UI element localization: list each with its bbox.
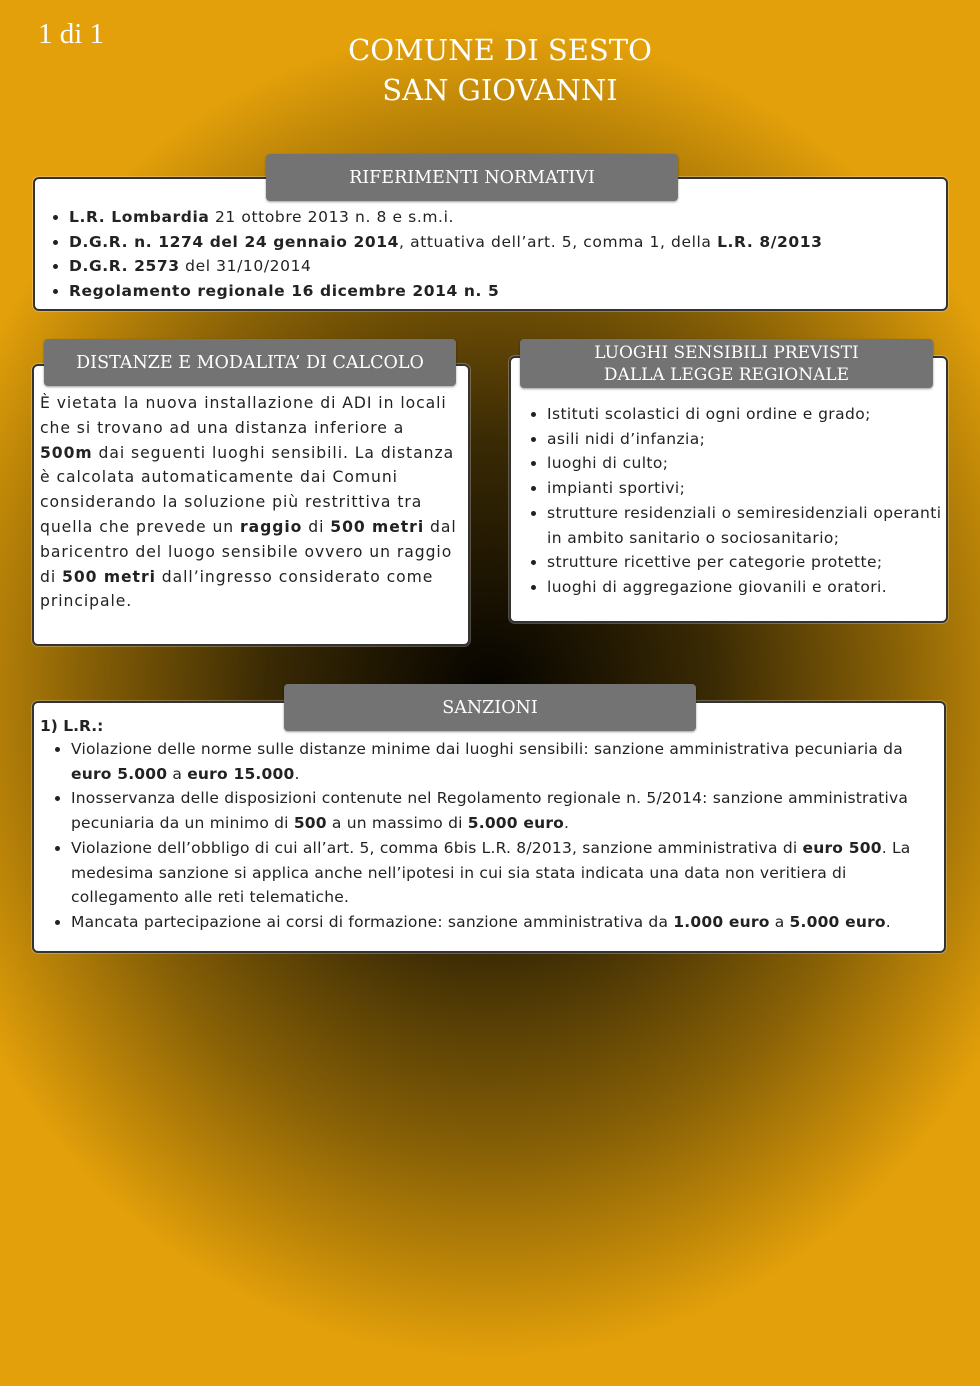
item-text: del 31/10/2014 <box>179 257 312 276</box>
list-item <box>71 910 938 935</box>
distanze-paragraph <box>40 391 462 614</box>
item-text: a <box>167 764 188 783</box>
list-item <box>69 279 946 304</box>
item-text: . <box>564 814 570 833</box>
title-line-1: COMUNE DI SESTO <box>348 33 652 67</box>
sanzioni-list <box>40 737 938 935</box>
list-item <box>71 737 938 786</box>
bold-text: 5.000 euro <box>789 912 886 931</box>
luoghi-heading <box>520 339 933 388</box>
list-item: • strutture residenziali o semiresidenziali operanti in ambito sanitario o sociosanitario; <box>547 501 946 550</box>
list-item: • asili nidi d’infanzia; <box>547 427 946 452</box>
item-text: a <box>769 912 790 931</box>
luoghi-heading-line-2: DALLA LEGGE REGIONALE <box>603 364 850 385</box>
item-text: . <box>294 764 300 783</box>
item-text: . <box>885 912 891 931</box>
bold-text: euro 500 <box>802 838 882 857</box>
list-item <box>69 230 946 255</box>
page-number: 1 di 1 <box>38 18 105 50</box>
bold-text: L.R. Lombardia <box>69 208 210 226</box>
list-item: • strutture ricettive per categorie protette; <box>547 550 946 575</box>
distanze-card <box>32 364 470 646</box>
list-item <box>71 836 938 910</box>
bold-text: D.G.R. 2573 <box>69 257 180 276</box>
riferimenti-heading: RIFERIMENTI NORMATIVI <box>266 154 678 201</box>
bold-text: 500 metri <box>330 517 425 536</box>
bold-text: 500 metri <box>62 567 156 586</box>
list-item: • impianti sportivi; <box>547 476 946 501</box>
luoghi-card <box>509 356 948 623</box>
bold-text: 500m <box>40 443 93 462</box>
bold-text: euro 15.000 <box>187 764 295 783</box>
bold-text: euro 5.000 <box>71 764 168 783</box>
paragraph-text: È vietata la nuova installazione di ADI in locali che si trovano ad una distanza inferiore a <box>40 394 447 437</box>
paragraph-text: dal baricentro del luogo sensibile ovvero un raggio di <box>40 517 457 586</box>
bold-text: D.G.R. n. 1274 del 24 gennaio 2014 <box>69 232 400 251</box>
bold-text: Regolamento regionale 16 dicembre 2014 n. 5 <box>69 282 500 301</box>
luoghi-list <box>511 402 946 600</box>
list-item <box>69 205 946 230</box>
paragraph-text: dall’ingresso considerato come principale. <box>40 567 434 611</box>
list-item <box>69 254 946 279</box>
list-item: • luoghi di culto; <box>547 451 946 476</box>
luoghi-heading-line-1: LUOGHI SENSIBILI PREVISTI <box>594 342 859 363</box>
bold-text: 5.000 euro <box>467 814 565 833</box>
distanze-heading: DISTANZE E MODALITA’ DI CALCOLO <box>44 339 456 386</box>
page-title <box>250 30 750 110</box>
list-item: • luoghi di aggregazione giovanili e oratori. <box>547 575 946 600</box>
sanzioni-card <box>32 701 946 953</box>
title-line-2: SAN GIOVANNI <box>382 73 618 107</box>
bold-text: 500 <box>293 814 327 833</box>
sanzioni-heading: SANZIONI <box>284 684 696 731</box>
riferimenti-list <box>35 205 946 304</box>
sanzioni-subheading: 1) L.R.: <box>40 717 104 735</box>
item-text: Violazione dell’obbligo di cui all’art. 5, comma 6bis L.R. 8/2013, sanzione amministrativa di <box>71 838 803 857</box>
item-text: . La medesima sanzione si applica anche nell’ipotesi in cui sia stata indicata una data non veritiera di collegamento alle reti telematiche. <box>71 838 911 907</box>
item-text: Inosservanza delle disposizioni contenute nel Regolamento regionale n. 5/2014: sanzione amministrativa pecuniaria da un minimo di <box>71 789 909 833</box>
bold-text: L.R. 8/2013 <box>717 232 823 251</box>
item-text: a un massimo di <box>326 814 468 833</box>
bold-text: 1.000 euro <box>673 912 770 931</box>
list-item: • Istituti scolastici di ogni ordine e grado; <box>547 402 946 427</box>
list-item <box>71 786 938 835</box>
paragraph-text: di <box>302 517 331 536</box>
paragraph-text: dai seguenti luoghi sensibili. La distanza è calcolata automaticamente dai Comuni considerando la soluzione più restrittiva tra quella che prevede un <box>40 443 455 536</box>
item-text: Violazione delle norme sulle distanze minime dai luoghi sensibili: sanzione amministrativa pecuniaria da <box>71 740 903 758</box>
item-text: 21 ottobre 2013 n. 8 e s.m.i. <box>209 208 455 226</box>
item-text: , attuativa dell’art. 5, comma 1, della <box>399 232 718 251</box>
item-text: Mancata partecipazione ai corsi di formazione: sanzione amministrativa da <box>71 912 674 931</box>
bold-text: raggio <box>240 517 303 536</box>
